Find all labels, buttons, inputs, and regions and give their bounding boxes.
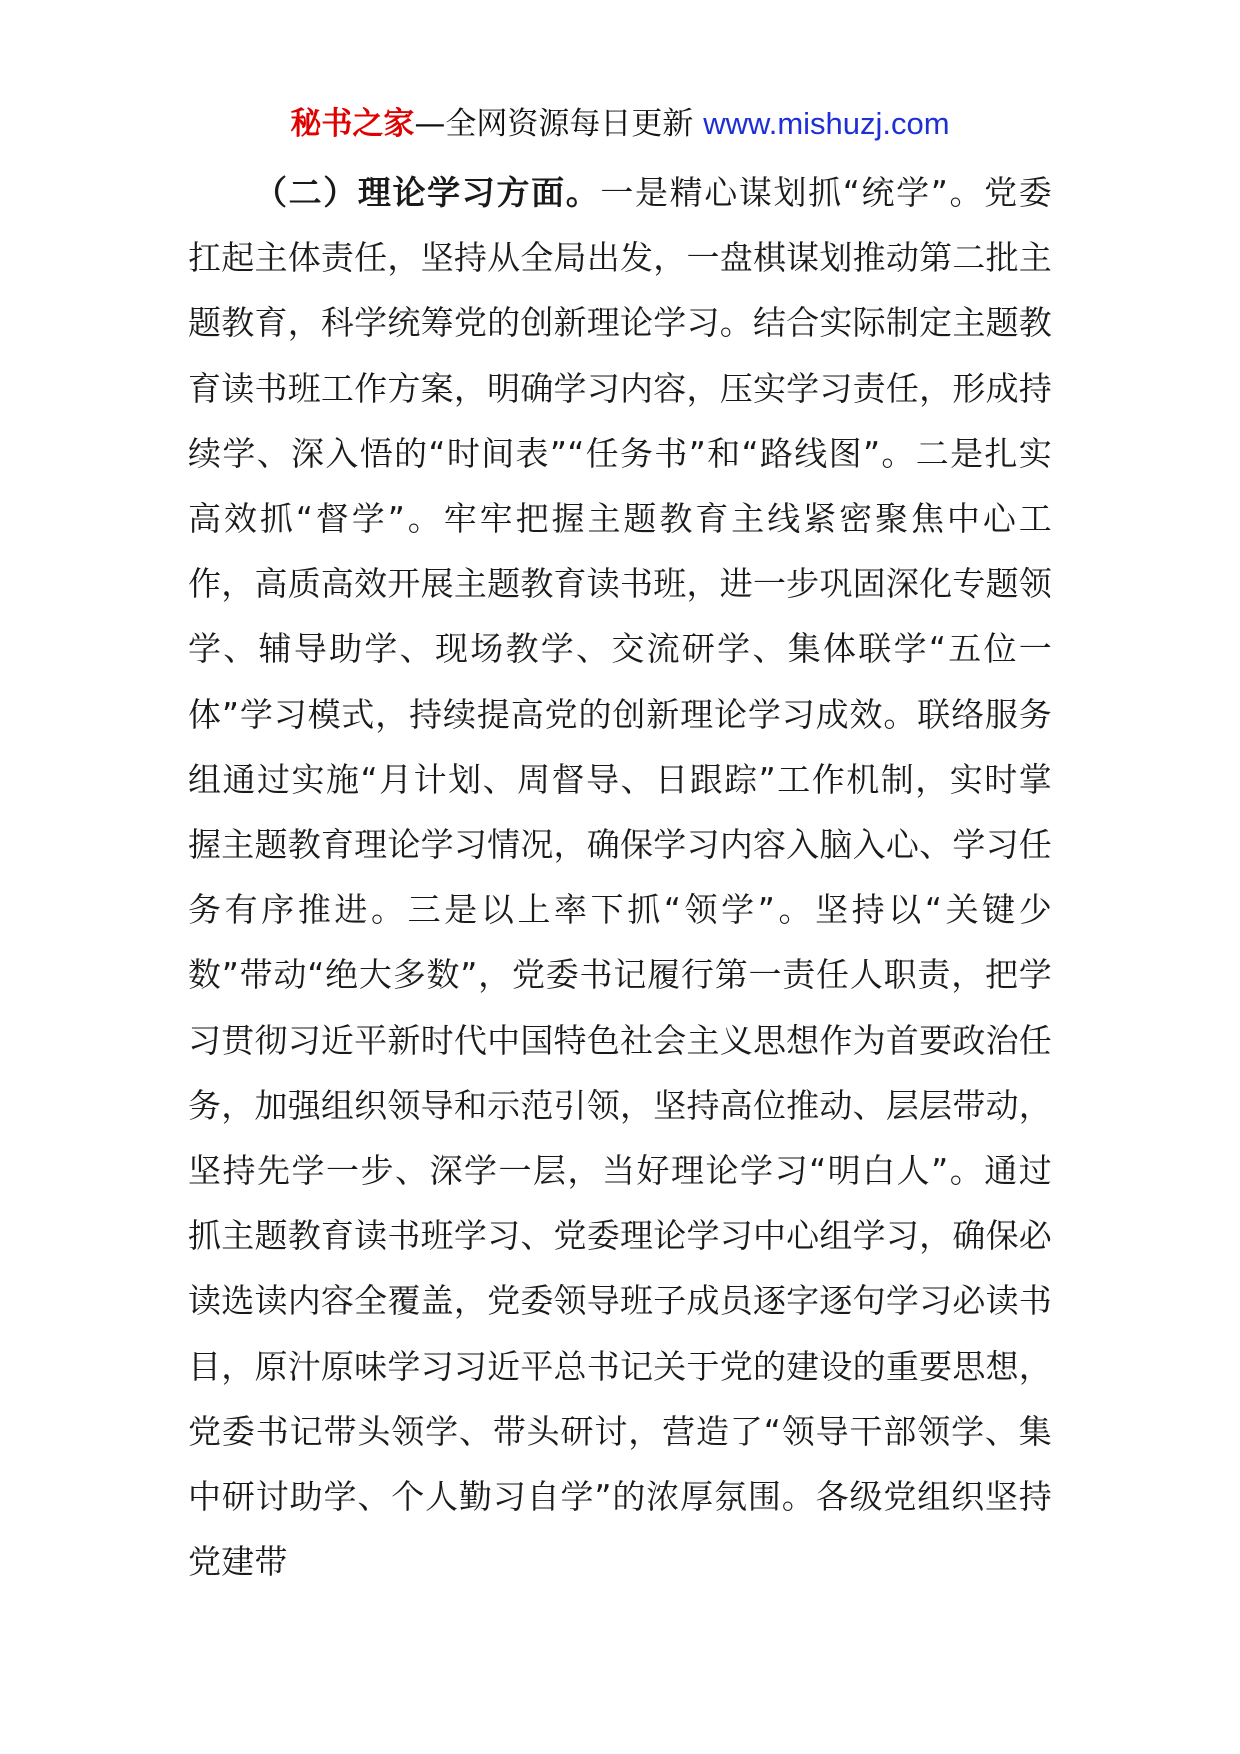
header-slogan: —全网资源每日更新 — [414, 106, 704, 142]
body-paragraph — [188, 160, 1052, 1594]
section-heading: （二）理论学习方面。 — [254, 173, 601, 212]
brand-name: 秘书之家 — [290, 106, 415, 142]
paragraph-text: 一是精心谋划抓“统学”。党委扛起主体责任，坚持从全局出发，一盘棋谋划推动第二批主题教育，科学统筹党的创新理论学习。结合实际制定主题教育读书班工作方案，明确学习内容，压实学习责任，形成持续学、深入悟的“时间表”“任务书”和“路线图”。二是扎实高效抓“督学”。牢牢把握主题教育主线紧密聚焦中心工作，高质高效开展主题教育读书班，进一步巩固深化专题领学、辅导助学、现场教学、交流研学、集体联学“五位一体”学习模式，持续提高党的创新理论学习成效。联络服务组通过实施“月计划、周督导、日跟踪”工作机制，实时掌握主题教育理论学习情况，确保学习内容入脑入心、学习任务有序推进。三是以上率下抓“领学”。坚持以“关键少数”带动“绝大多数”，党委书记履行第一责任人职责，把学习贯彻习近平新时代中国特色社会主义思想作为首要政治任务，加强组织领导和示范引领，坚持高位推动、层层带动，坚持先学一步、深学一层，当好理论学习“明白人”。通过抓主题教育读书班学习、党委理论学习中心组学习，确保必读选读内容全覆盖，党委领导班子成员逐字逐句学习必读书目，原汁原味学习习近平总书记关于党的建设的重要思想，党委书记带头领学、带头研讨，营造了“领导干部领学、集中研讨助学、个人勤习自学”的浓厚氛围。各级党组织坚持党建带 — [188, 173, 1053, 1582]
site-link[interactable]: www.mishuzj.com — [703, 106, 950, 141]
watermark-header — [0, 100, 1240, 148]
